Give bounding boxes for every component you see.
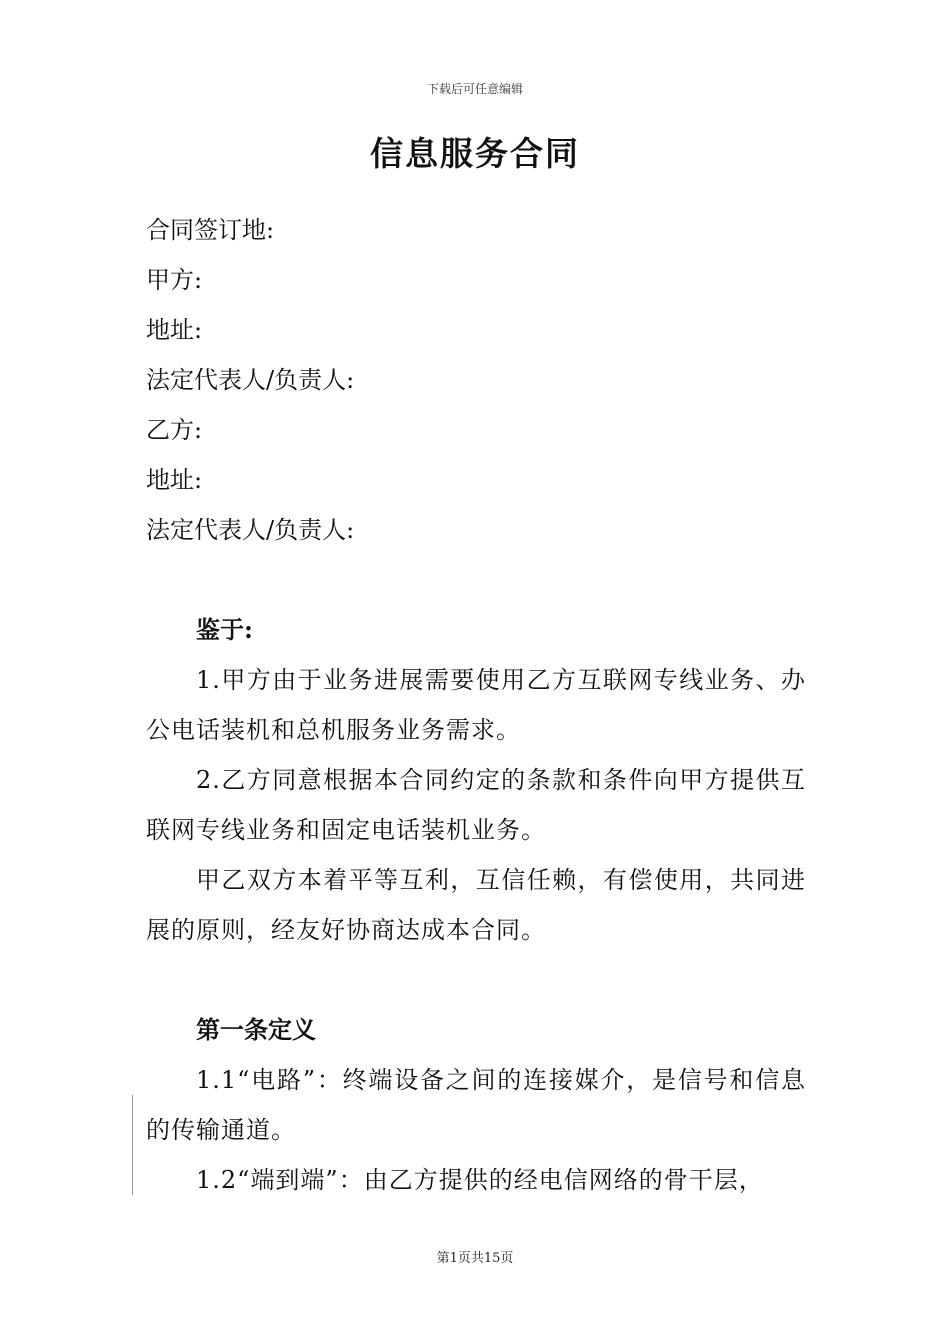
page-footer: 第1页共15页 [436,1251,514,1266]
article-1-item-1: 1.1“电路”：终端设备之间的连接媒介，是信号和信息的传输通道。 [146,1066,806,1144]
whereas-heading: 鉴于: [196,615,253,644]
whereas-item-2: 2.乙方同意根据本合同约定的条款和条件向甲方提供互联网专线业务和固定电话装机业务。 [146,766,806,844]
field-party-a-representative: 法定代表人/负责人: [146,366,355,394]
whereas-item-3: 甲乙双方本着平等互利，互信任赖，有偿使用，共同进展的原则，经友好协商达成本合同。 [146,866,806,944]
header-note: 下载后可任意编辑 [426,82,523,96]
article-1-heading: 第一条定义 [196,1015,316,1044]
whereas-item-1: 1.甲方由于业务进展需要使用乙方互联网专线业务、办公电话装机和总机服务业务需求。 [146,666,806,744]
document-body [146,205,806,1205]
field-party-b-representative: 法定代表人/负责人: [146,516,355,544]
article-1-item-2: 1.2“端到端”：由乙方提供的经电信网络的骨干层， [196,1166,764,1194]
field-party-a: 甲方: [146,266,203,294]
document-title: 信息服务合同 [370,134,580,173]
field-sign-place: 合同签订地: [146,216,275,244]
spacer [146,955,806,1005]
field-party-b: 乙方: [146,416,203,444]
field-party-a-address: 地址: [146,316,203,344]
field-party-b-address: 地址: [146,466,203,494]
spacer [146,555,806,605]
margin-rule [132,1095,133,1195]
